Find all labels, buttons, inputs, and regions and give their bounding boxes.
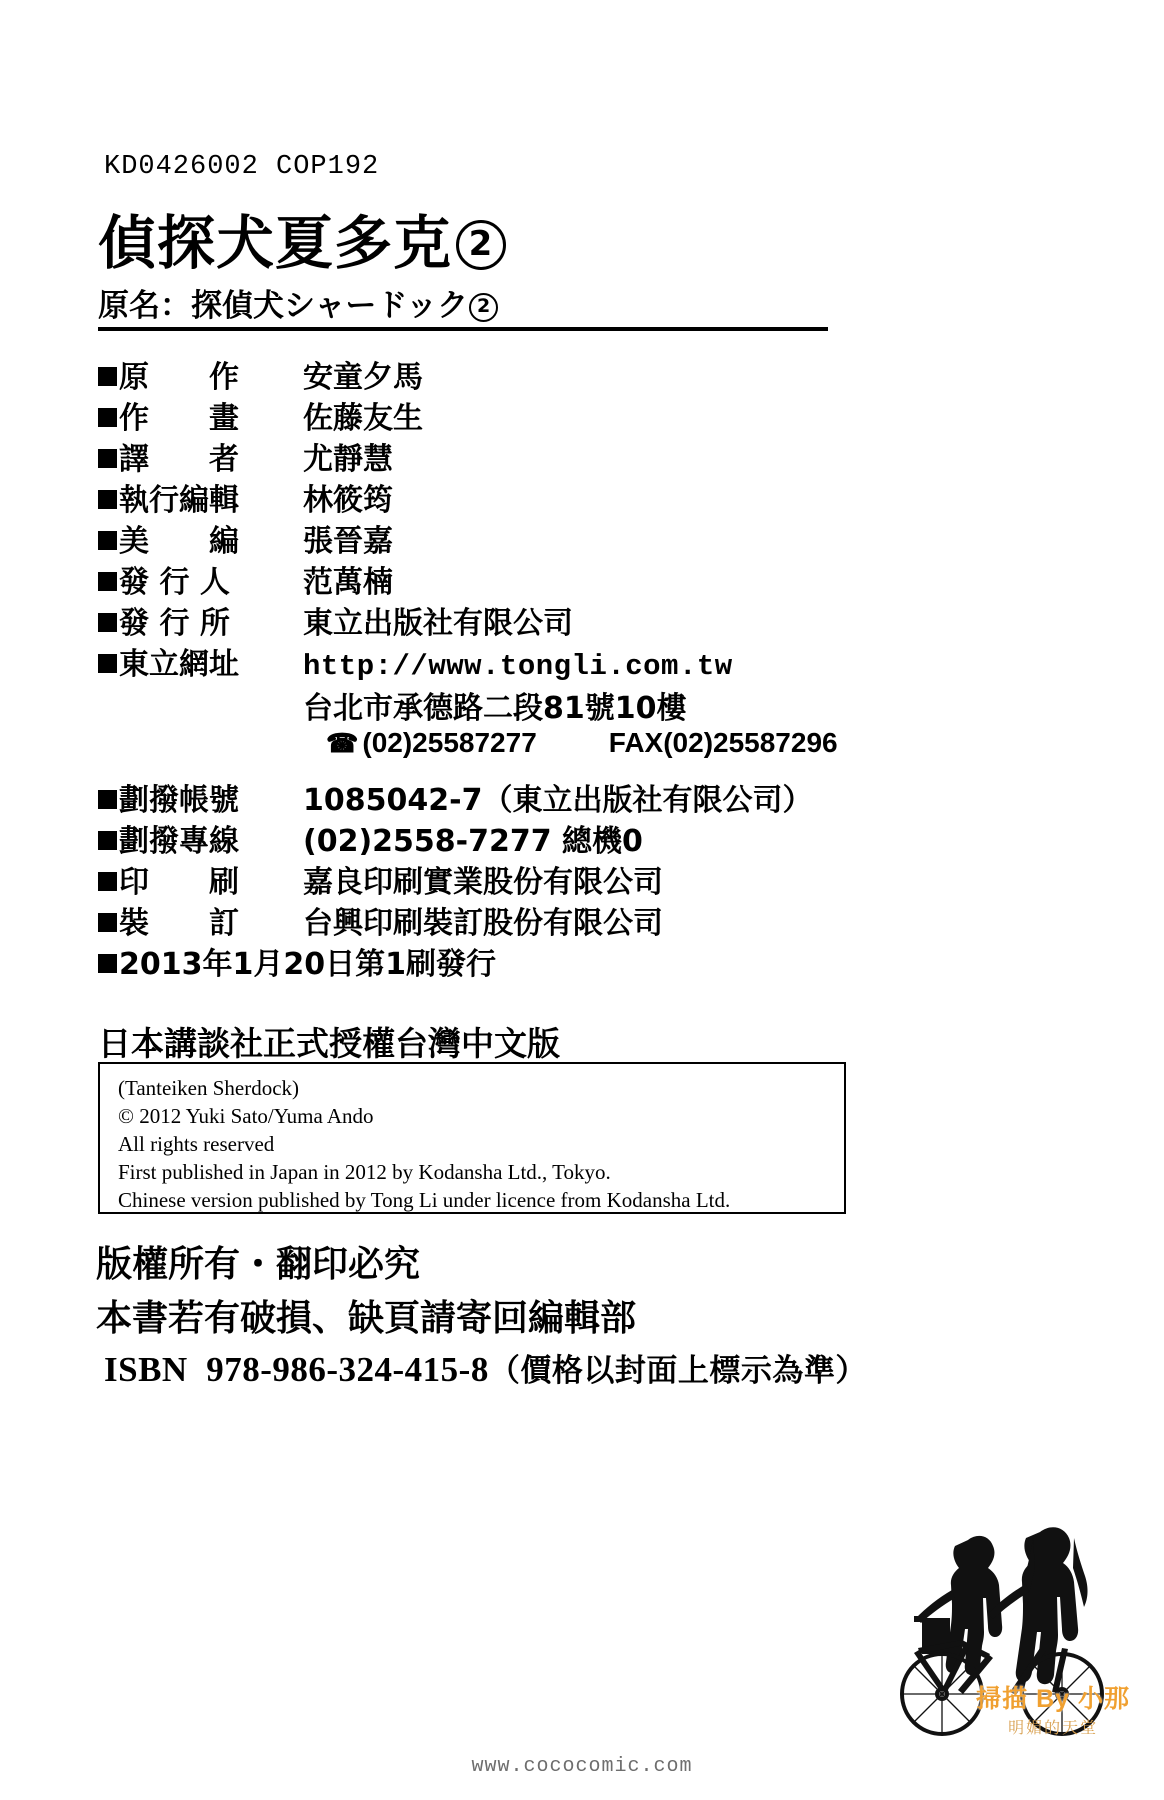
credit-value: 張晉嘉 xyxy=(303,524,393,559)
scan-credit-line2: 明媚的天堂 xyxy=(1008,1720,1099,1737)
credit-label-text: 印 刷 xyxy=(119,865,239,900)
credit-value: 東立出版社有限公司 xyxy=(303,606,573,641)
license-line: All rights reserved xyxy=(118,1132,275,1156)
credit-label xyxy=(98,557,303,601)
publisher-address: 台北市承德路二段81號10樓 xyxy=(303,691,687,726)
isbn-line xyxy=(104,1345,867,1390)
print-date-text: 2013年1月20日第1刷發行 xyxy=(119,947,496,982)
credit-label xyxy=(98,393,303,437)
original-title-text: 原名：探偵犬シャードック xyxy=(98,288,469,324)
credit-label xyxy=(98,639,303,683)
isbn-number: 978-986-324-415-8 xyxy=(206,1350,489,1389)
bullet-square-icon xyxy=(98,490,117,509)
credit-label xyxy=(98,475,303,519)
original-volume-badge: 2 xyxy=(469,293,498,322)
credit-row xyxy=(98,898,998,939)
credit-label-text: 作 畫 xyxy=(119,401,239,436)
license-line: © 2012 Yuki Sato/Yuma Ando xyxy=(118,1104,374,1128)
credit-value: 台興印刷裝訂股份有限公司 xyxy=(303,906,663,941)
isbn-note: （價格以封面上標示為準） xyxy=(488,1353,867,1389)
bullet-square-icon xyxy=(98,654,117,673)
credit-label-text: 裝 訂 xyxy=(119,906,239,941)
credit-row xyxy=(98,598,998,639)
credit-value: 嘉良印刷實業股份有限公司 xyxy=(303,865,663,900)
credits-list xyxy=(98,352,998,981)
credit-label-text: 劃撥帳號 xyxy=(119,783,239,818)
credit-label-text: 執行編輯 xyxy=(119,483,239,518)
credit-value: 范萬楠 xyxy=(303,565,393,600)
page-title xyxy=(98,196,506,280)
credit-label xyxy=(98,434,303,478)
website-url[interactable]: http://www.tongli.com.tw xyxy=(303,650,733,683)
credit-row xyxy=(98,434,998,475)
license-line: Chinese version published by Tong Li under licence from Kodansha Ltd. xyxy=(118,1188,731,1212)
print-date-row xyxy=(98,939,998,981)
scan-credit-line1: 掃描 By 小那 xyxy=(976,1685,1130,1713)
catalog-code: KD0426002 COP192 xyxy=(104,152,380,182)
bullet-square-icon xyxy=(98,872,117,891)
credit-label xyxy=(98,598,303,642)
credit-row xyxy=(98,352,998,393)
credit-label xyxy=(98,775,303,819)
credit-label xyxy=(98,816,303,860)
bullet-square-icon xyxy=(98,613,117,632)
credit-label-text: 美 編 xyxy=(119,524,239,559)
credit-label-text: 原 作 xyxy=(119,360,239,395)
bullet-square-icon xyxy=(98,790,117,809)
license-line: First published in Japan in 2012 by Kodansha Ltd., Tokyo. xyxy=(118,1160,611,1184)
site-watermark: www.cococomic.com xyxy=(471,1755,693,1778)
credit-value: 1085042-7（東立出版社有限公司） xyxy=(303,783,813,818)
credit-value: (02)2558-7277 總機0 xyxy=(303,824,643,859)
credit-row xyxy=(98,857,998,898)
bullet-square-icon xyxy=(98,408,117,427)
website-row xyxy=(98,639,998,683)
license-line: (Tanteiken Sherdock) xyxy=(118,1076,300,1100)
credit-label xyxy=(98,352,303,396)
credit-label xyxy=(98,898,303,942)
credit-label-text: 發 行 所 xyxy=(119,606,230,641)
license-heading: 日本講談社正式授權台灣中文版 xyxy=(98,1024,560,1063)
bullet-square-icon xyxy=(98,831,117,850)
credit-label-text: 發 行 人 xyxy=(119,565,230,600)
credit-value: 佐藤友生 xyxy=(303,401,423,436)
title-divider xyxy=(98,327,828,331)
bullet-square-icon xyxy=(98,954,117,973)
fax-number: FAX(02)25587296 xyxy=(608,727,838,758)
page-title-text: 偵探犬夏多克 xyxy=(98,209,453,277)
credit-row xyxy=(98,475,998,516)
original-title xyxy=(98,280,498,325)
credit-label-text: 劃撥專線 xyxy=(119,824,239,859)
scan-credit-badge xyxy=(976,1679,1130,1738)
volume-number-badge: 2 xyxy=(456,220,506,270)
credit-value: 尤靜慧 xyxy=(303,442,393,477)
credit-label xyxy=(98,516,303,560)
credit-label-text: 譯 者 xyxy=(119,442,239,477)
isbn-label: ISBN xyxy=(104,1350,188,1389)
credit-row xyxy=(98,516,998,557)
credit-row xyxy=(98,557,998,598)
contact-line xyxy=(326,727,998,775)
credit-row xyxy=(98,393,998,434)
copyright-box xyxy=(98,1062,846,1214)
credit-row xyxy=(98,775,998,816)
bullet-square-icon xyxy=(98,572,117,591)
bullet-square-icon xyxy=(98,913,117,932)
bullet-square-icon xyxy=(98,367,117,386)
credit-row xyxy=(98,816,998,857)
credit-value: 林筱筠 xyxy=(303,483,393,518)
credit-label xyxy=(98,857,303,901)
bullet-square-icon xyxy=(98,449,117,468)
telephone-icon: ☎ xyxy=(326,728,359,758)
telephone-number: (02)25587277 xyxy=(362,727,537,758)
credit-label-text: 東立網址 xyxy=(119,647,239,682)
credit-value: 安童夕馬 xyxy=(303,360,423,395)
bullet-square-icon xyxy=(98,531,117,550)
rights-statement: 版權所有・翻印必究 xyxy=(96,1244,421,1285)
damage-notice: 本書若有破損、缺頁請寄回編輯部 xyxy=(96,1298,637,1339)
